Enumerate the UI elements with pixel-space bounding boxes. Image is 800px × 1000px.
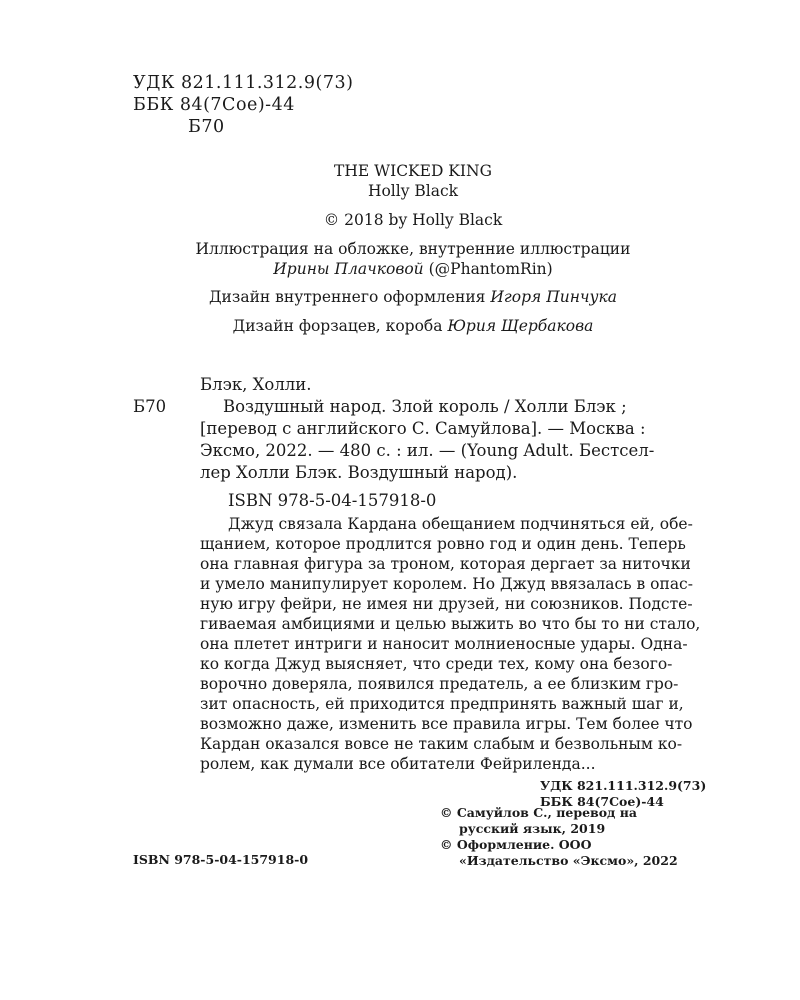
annotation-line: щанием, которое продлится ровно год и один день. Теперь <box>200 535 686 553</box>
original-author: Holly Black <box>367 182 459 200</box>
annotation-bbk: ББК 84(7Сое)-44 <box>540 794 664 809</box>
annotation-line: ролем, как думали все обитатели Фейриленда... <box>200 755 596 773</box>
annotation-line: ную игру фейри, не имея ни друзей, ни союзников. Подсте- <box>200 595 693 613</box>
original-copyright: © 2018 by Holly Black <box>323 211 503 229</box>
udk-code: УДК 821.111.312.9(73) <box>133 73 354 93</box>
annotation-line: возможно даже, изменить все правила игры. Тем более что <box>200 715 693 733</box>
catalog-entry-line: Воздушный народ. Злой король / Холли Блэк ; <box>223 397 627 416</box>
annotation-udk: УДК 821.111.312.9(73) <box>540 778 707 793</box>
annotation-line: она плетет интриги и наносит молниеносные удары. Одна- <box>200 635 688 653</box>
annotation-line: Джуд связала Кардана обещанием подчиняться ей, обе- <box>228 515 693 533</box>
original-title: THE WICKED KING <box>334 162 492 180</box>
endpapers-designer-name: Юрия Щербакова <box>447 317 594 335</box>
annotation-line: зит опасность, ей приходится предпринять важный шаг и, <box>200 695 684 713</box>
footer-copyright-line: © Оформление. ООО <box>440 837 592 852</box>
catalog-entry-line: Эксмо, 2022. — 480 с. : ил. — (Young Adult. Бестсел- <box>200 441 655 460</box>
annotation-line: ко когда Джуд выясняет, что среди тех, кому она безого- <box>200 655 673 673</box>
endpapers-design-credit <box>0 317 800 336</box>
annotation-line: она главная фигура за троном, которая дергает за ниточки <box>200 555 691 573</box>
interior-design-prefix: Дизайн внутреннего оформления <box>208 288 486 306</box>
endpapers-design-prefix: Дизайн форзацев, короба <box>232 317 443 335</box>
annotation-line: Кардан оказался вовсе не таким слабым и безвольным ко- <box>200 735 683 753</box>
illustrator-name: Ирины Плачковой <box>273 260 424 278</box>
illustrator-handle: (@PhantomRin) <box>428 260 553 278</box>
annotation-line: гиваемая амбициями и целью выжить во что бы то ни стало, <box>200 615 701 633</box>
interior-designer-name: Игоря Пинчука <box>490 288 618 306</box>
catalog-entry-line: лер Холли Блэк. Воздушный народ). <box>200 463 518 482</box>
footer-copyright-line: русский язык, 2019 <box>459 821 606 836</box>
illustrator-line <box>0 260 800 279</box>
bbk-code: ББК 84(7Сое)-44 <box>133 95 295 115</box>
interior-design-credit <box>0 288 800 307</box>
annotation-line: ворочно доверяла, появился предатель, а ее близким гро- <box>200 675 679 693</box>
author-mark: Б70 <box>188 117 225 137</box>
catalog-entry-line: [перевод с английского С. Самуйлова]. — Москва : <box>200 419 646 438</box>
footer-copyright-line: «Издательство «Эксмо», 2022 <box>459 853 678 868</box>
annotation-line: и умело манипулирует королем. Но Джуд ввязалась в опас- <box>200 575 693 593</box>
catalog-author-heading: Блэк, Холли. <box>200 375 312 394</box>
footer-copyright-line: © Самуйлов С., перевод на <box>440 805 637 820</box>
catalog-mark: Б70 <box>133 397 167 416</box>
catalog-isbn: ISBN 978-5-04-157918-0 <box>228 491 437 510</box>
footer-isbn: ISBN 978-5-04-157918-0 <box>133 852 309 867</box>
illustrations-credit: Иллюстрация на обложке, внутренние иллюстрации <box>195 240 631 258</box>
